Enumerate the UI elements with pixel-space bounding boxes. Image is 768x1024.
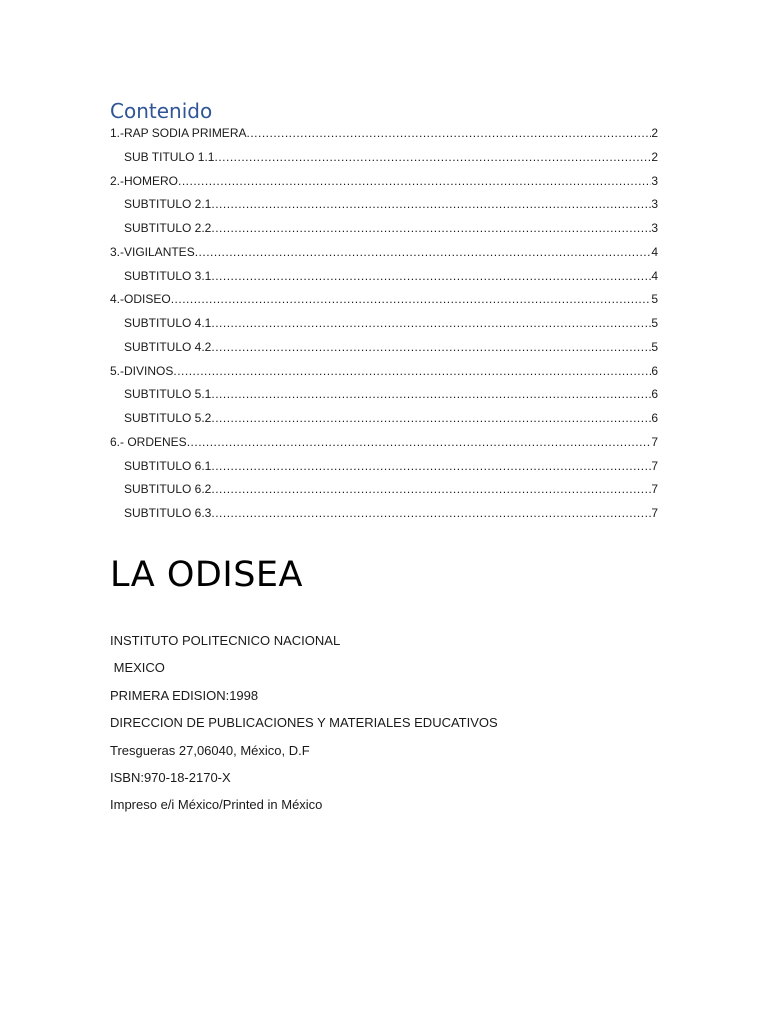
toc-entry-label: SUBTITULO 6.2 [124, 482, 212, 497]
toc-subentry[interactable] [110, 504, 658, 528]
toc-page-number: 6 [651, 387, 658, 402]
toc-entry[interactable] [110, 243, 658, 267]
toc-entry-label: 3.-VIGILANTES [110, 244, 195, 259]
toc-dot-leader [214, 148, 651, 166]
toc-entry-label: SUBTITULO 3.1 [124, 268, 212, 283]
table-of-contents [110, 124, 658, 528]
toc-subentry[interactable] [110, 338, 658, 362]
toc-page-number: 4 [651, 244, 658, 259]
toc-entry-label: 6.- ORDENES [110, 434, 187, 449]
toc-entry-label: SUBTITULO 5.1 [124, 387, 212, 402]
toc-entry-label: SUB TITULO 1.1 [124, 149, 215, 164]
publication-info-line: MEXICO [110, 660, 165, 676]
toc-entry-label: SUBTITULO 4.2 [124, 339, 212, 354]
toc-page-number: 7 [651, 482, 658, 497]
toc-dot-leader [246, 124, 651, 142]
toc-page-number: 7 [651, 506, 658, 520]
toc-subentry[interactable] [110, 267, 658, 291]
toc-page-number: 6 [651, 363, 658, 378]
toc-page-number: 6 [651, 411, 658, 425]
toc-entry-label: 2.-HOMERO [110, 173, 179, 188]
toc-subentry[interactable] [110, 148, 658, 172]
toc-subentry[interactable] [110, 314, 658, 338]
publication-info-line: Impreso e/i México/Printed in México [110, 797, 323, 813]
toc-subentry[interactable] [110, 480, 658, 504]
toc-page-number: 3 [651, 221, 658, 235]
toc-dot-leader [211, 480, 651, 498]
toc-dot-leader [211, 385, 651, 403]
toc-entry[interactable] [110, 172, 658, 196]
toc-page-number: 4 [651, 268, 658, 283]
toc-dot-leader [211, 457, 651, 475]
publication-info-line: ISBN:970-18-2170-X [110, 769, 231, 785]
toc-entry-label: 4.-ODISEO [110, 292, 171, 307]
toc-entry[interactable] [110, 433, 658, 457]
toc-dot-leader [211, 219, 651, 237]
toc-entry-label: 1.-RAP SODIA PRIMERA [110, 126, 247, 140]
toc-entry-label: 5.-DIVINOS [110, 363, 174, 378]
document-title: LA ODISEA [110, 555, 303, 595]
toc-dot-leader [178, 172, 651, 190]
toc-subentry[interactable] [110, 457, 658, 481]
toc-entry[interactable] [110, 124, 658, 148]
toc-page-number: 7 [651, 458, 658, 473]
toc-page-number: 5 [651, 316, 658, 330]
toc-heading: Contenido [110, 99, 213, 123]
toc-subentry[interactable] [110, 195, 658, 219]
toc-subentry[interactable] [110, 409, 658, 433]
toc-page-number: 2 [651, 126, 658, 140]
toc-page-number: 5 [651, 292, 658, 307]
toc-entry[interactable] [110, 290, 658, 314]
toc-entry-label: SUBTITULO 5.2 [124, 411, 212, 425]
toc-entry-label: SUBTITULO 2.1 [124, 197, 212, 212]
toc-dot-leader [211, 338, 651, 356]
publication-info-line: PRIMERA EDISION:1998 [110, 687, 259, 703]
toc-dot-leader [211, 504, 651, 522]
toc-page-number: 3 [651, 197, 658, 212]
toc-dot-leader [211, 267, 651, 285]
toc-entry-label: SUBTITULO 4.1 [124, 316, 212, 330]
toc-entry-label: SUBTITULO 6.1 [124, 458, 212, 473]
toc-entry-label: SUBTITULO 2.2 [124, 221, 212, 235]
toc-page-number: 2 [651, 149, 658, 164]
toc-page-number: 5 [651, 339, 658, 354]
toc-subentry[interactable] [110, 219, 658, 243]
toc-dot-leader [211, 195, 651, 213]
toc-page-number: 7 [651, 434, 658, 449]
toc-entry-label: SUBTITULO 6.3 [124, 506, 212, 520]
toc-page-number: 3 [651, 173, 658, 188]
publication-info-line: Tresgueras 27,06040, México, D.F [110, 742, 310, 758]
toc-entry[interactable] [110, 362, 658, 386]
toc-dot-leader [195, 243, 652, 261]
publication-info-line: INSTITUTO POLITECNICO NACIONAL [110, 633, 341, 648]
toc-dot-leader [173, 362, 651, 380]
toc-dot-leader [211, 409, 651, 427]
toc-dot-leader [211, 314, 651, 332]
publication-info-line: DIRECCION DE PUBLICACIONES Y MATERIALES EDUCATIVOS [110, 715, 498, 731]
publication-info [110, 632, 670, 824]
toc-dot-leader [187, 433, 652, 451]
toc-dot-leader [171, 290, 652, 308]
toc-subentry[interactable] [110, 385, 658, 409]
